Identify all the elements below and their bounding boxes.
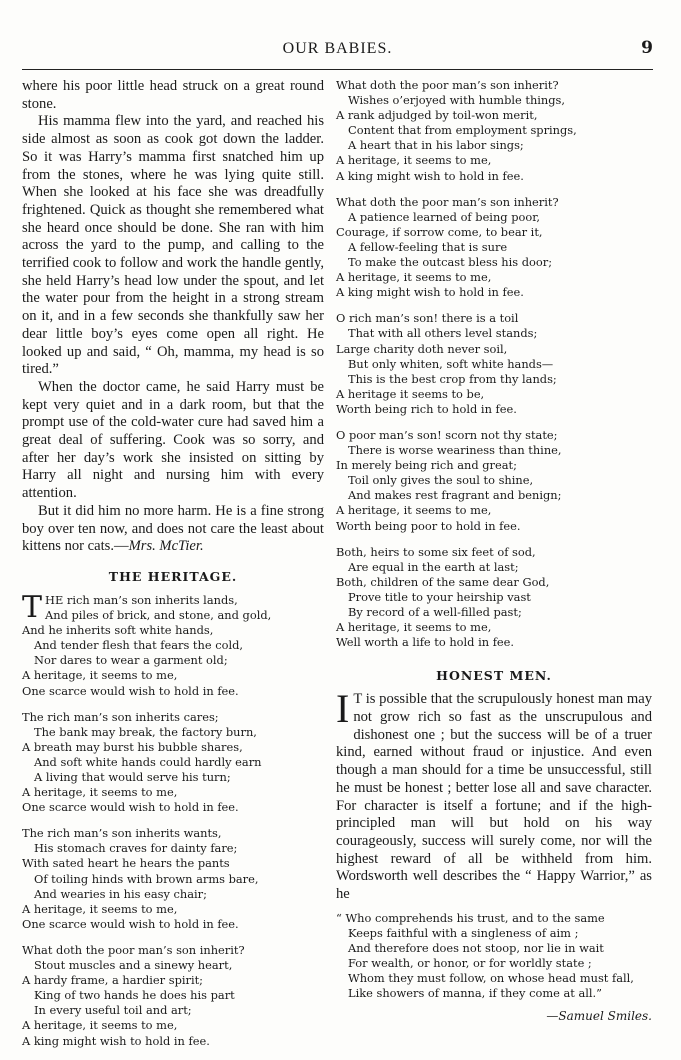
poem-line: The bank may break, the factory burn,: [34, 724, 257, 739]
poem-line: A king might wish to hold in fee.: [336, 285, 524, 300]
poem-line: A king might wish to hold in fee.: [22, 1033, 210, 1048]
honest-men-text: T is possible that the scrupulously honest man may not grow rich so fast as the unscrupulous and dishonest one ; but the success will be of a truer kind, earned without fraud or injustice. And even though a man should for a time be unsuccessful, still he must be honest ; better lose all and save character. For character is itself a fortune; and if the high-principled man will but hold on his way courageously, success will surely come, nor will the highest reward of all be withheld from him. Wordsworth well describes the “ Happy Warrior,” as he: [336, 691, 652, 903]
heritage-title: THE HERITAGE.: [108, 568, 238, 584]
stanza: [22, 589, 324, 699]
stanza: [336, 428, 652, 534]
poem-line: A heritage it seems to be,: [336, 386, 485, 401]
quote-line: For wealth, or honor, or for worldly state ;: [348, 956, 592, 970]
poem-line: Worth being poor to hold in fee.: [336, 518, 521, 533]
poem-line: A patience learned of being poor,: [348, 209, 541, 224]
poem-line: One scarce would wish to hold in fee.: [22, 916, 239, 931]
page-header: [22, 36, 653, 70]
poem-line: Both, heirs to some six feet of sod,: [336, 544, 536, 559]
poem-line: A heritage, it seems to me,: [22, 1018, 178, 1033]
poem-line: In every useful toil and art;: [34, 1003, 192, 1018]
poem-line: Courage, if sorrow come, to bear it,: [336, 224, 543, 239]
poem-line: A heart that in his labor sings;: [348, 138, 524, 153]
poem-line: Both, children of the same dear God,: [336, 574, 550, 589]
page-number: 9: [641, 38, 653, 58]
poem-line: And he inherits soft white hands,: [22, 623, 214, 638]
stanza: [22, 826, 324, 932]
poem-line: Stout muscles and a sinewy heart,: [34, 958, 233, 973]
poem-line: Wishes o’erjoyed with humble things,: [348, 93, 566, 108]
poem-line: And piles of brick, and stone, and gold,: [45, 608, 272, 623]
honest-men-title: HONEST MEN.: [436, 668, 552, 684]
poem-line: In merely being rich and great;: [336, 458, 517, 473]
poem-line: A breath may burst his bubble shares,: [22, 739, 243, 754]
poem-line: A heritage, it seems to me,: [336, 270, 492, 285]
poem-line: Worth being rich to hold in fee.: [336, 401, 517, 416]
poem-line: Nor dares to wear a garment old;: [34, 653, 228, 668]
header-rule: [22, 69, 653, 70]
stanza: [336, 78, 652, 184]
poem-line: A rank adjudged by toil-won merit,: [336, 108, 538, 123]
left-column: [22, 78, 324, 1060]
poem-line: A fellow-feeling that is sure: [348, 239, 508, 254]
poem-line: Large charity doth never soil,: [336, 341, 508, 356]
stanza: [336, 545, 652, 651]
poem-line: But only whiten, soft white hands—: [348, 356, 554, 371]
honest-drop-cap: I: [336, 686, 350, 732]
poem-line: A hardy frame, a hardier spirit;: [22, 973, 204, 988]
poem-line: O rich man’s son! there is a toil: [336, 311, 519, 326]
story-closing-paragraph: [22, 503, 324, 556]
poem-line: What doth the poor man’s son inherit?: [22, 942, 245, 957]
poem-line: Toil only gives the soul to shine,: [348, 473, 534, 488]
wordsworth-quote: [336, 911, 652, 1002]
poem-line: That with all others level stands;: [348, 326, 538, 341]
poem-line: HE rich man’s son inherits lands,: [45, 592, 238, 607]
poem-line: The rich man’s son inherits cares;: [22, 709, 219, 724]
story-closing-text: But it did him no more harm. He is a fine strong boy over ten now, and does not care the least about kittens nor cats.—: [22, 502, 324, 555]
stanza: [336, 195, 652, 301]
poem-line: And tender flesh that fears the cold,: [34, 638, 243, 653]
stanza: [336, 311, 652, 417]
poem-line: A king might wish to hold in fee.: [336, 168, 524, 183]
poem-line: Are equal in the earth at last;: [348, 559, 519, 574]
quote-line: “ Who comprehends his trust, and to the same: [336, 910, 605, 925]
poem-line: This is the best crop from thy lands;: [348, 371, 557, 386]
poem-line: One scarce would wish to hold in fee.: [22, 800, 239, 815]
poem-line: A heritage, it seems to me,: [336, 620, 492, 635]
poem-line: A heritage, it seems to me,: [22, 668, 178, 683]
right-column: [336, 78, 652, 1023]
poem-line: And makes rest fragrant and benign;: [348, 488, 562, 503]
poem-line: What doth the poor man’s son inherit?: [336, 194, 559, 209]
heritage-poem: [22, 589, 324, 1049]
poem-line: Prove title to your heirship vast: [348, 589, 531, 604]
story-author: Mrs. McTier.: [128, 538, 204, 555]
quote-line: Like showers of manna, if they come at all.”: [348, 986, 603, 1001]
poem-line: The rich man’s son inherits wants,: [22, 826, 222, 841]
poem-line: What doth the poor man’s son inherit?: [336, 78, 559, 92]
poem-line: A heritage, it seems to me,: [336, 503, 492, 518]
stanza: [22, 943, 324, 1049]
poem-line: And wearies in his easy chair;: [34, 886, 207, 901]
heritage-drop-cap: T: [22, 589, 43, 625]
poem-line: A heritage, it seems to me,: [22, 901, 178, 916]
poem-line: And soft white hands could hardly earn: [34, 754, 262, 769]
poem-line: By record of a well-filled past;: [348, 605, 522, 619]
poem-line: O poor man’s son! scorn not thy state;: [336, 427, 558, 442]
poem-line: To make the outcast bless his door;: [348, 255, 553, 270]
story-paragraph: where his poor little head struck on a great round stone.: [22, 78, 324, 112]
poem-line: One scarce would wish to hold in fee.: [22, 683, 239, 698]
poem-line: With sated heart he hears the pants: [22, 856, 230, 871]
poem-line: There is worse weariness than thine,: [348, 443, 562, 458]
running-title: OUR BABIES.: [282, 40, 393, 57]
honest-men-paragraph: [336, 686, 652, 903]
quote-line: Whom they must follow, on whose head must fall,: [348, 971, 634, 986]
story-paragraph: His mamma flew into the yard, and reached his side almost as soon as cook got down the ladder. So it was Harry’s mamma first snatched him up from the stones, where he was lying quite still. When she looked at his face she was dreadfully frightened. Quick as thought she remembered what she heard once should be done. She ran with him across the yard to the pump, and calling to the terrified cook to follow and work the handle gently, she held Harry’s head low under the spout, and let the water pour from the height in a strong stream on it, and in a few seconds she thankfully saw her dear little boy’s eyes come open all right. He looked up and said, “ Oh, mamma, my head is so tired.”: [22, 113, 324, 378]
poem-line: A heritage, it seems to me,: [336, 153, 492, 168]
poem-line: Well worth a life to hold in fee.: [336, 635, 515, 650]
heritage-poem-continued: [336, 78, 652, 650]
quote-line: Keeps faithful with a singleness of aim ;: [348, 925, 579, 940]
stanza: [22, 710, 324, 816]
poem-line: A living that would serve his turn;: [34, 770, 231, 785]
poem-line: King of two hands he does his part: [34, 988, 235, 1003]
attribution: —Samuel Smiles.: [546, 1009, 652, 1024]
story-paragraph: When the doctor came, he said Harry must be kept very quiet and in a dark room, but that the prompt use of the cold-water cure had saved him a great deal of suffering. Cook was so sorry, and after her day’s work she insisted on sitting by Harry all night and nursing him with every attention.: [22, 378, 324, 502]
poem-line: Content that from employment springs,: [348, 123, 577, 138]
poem-line: Of toiling hinds with brown arms bare,: [34, 871, 259, 886]
quote-line: And therefore does not stoop, nor lie in wait: [348, 940, 604, 955]
poem-line: A heritage, it seems to me,: [22, 785, 178, 800]
poem-line: His stomach craves for dainty fare;: [34, 841, 238, 856]
